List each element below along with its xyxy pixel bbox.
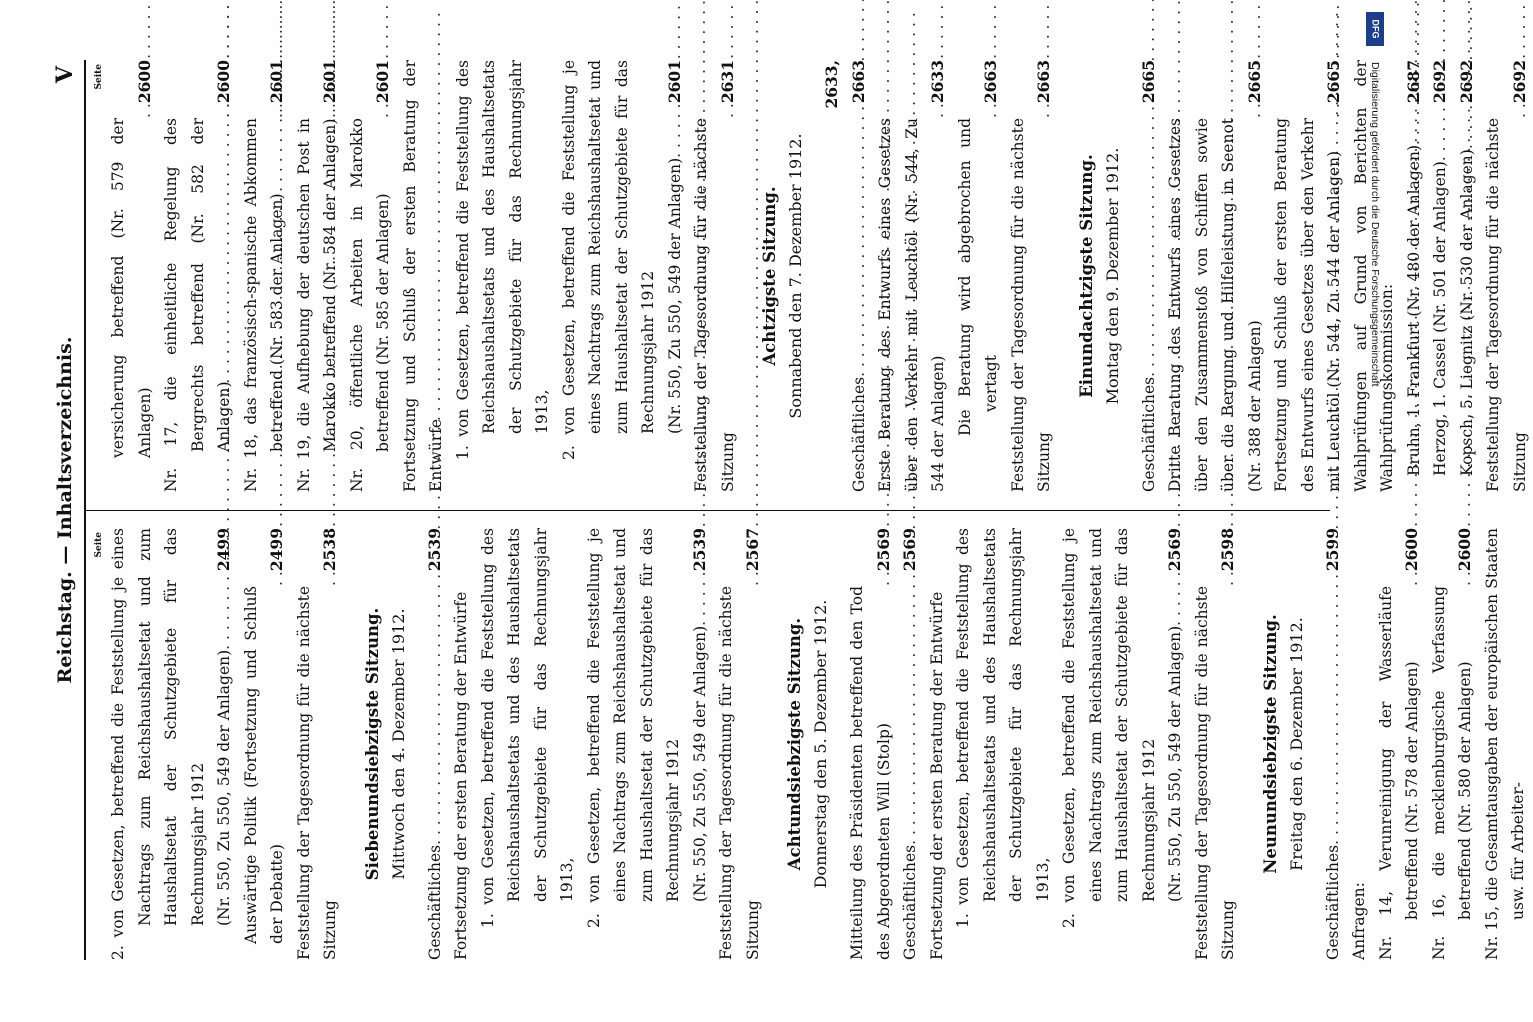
page-number: 2600 <box>211 60 238 110</box>
toc-entry <box>581 528 687 960</box>
session-date: Montag den 9. Dezember 1912. <box>1100 60 1126 492</box>
toc-entry <box>1480 60 1533 492</box>
entry-text: Fortsetzung und Schluß der ersten Beratung des Entwurfs eines Gesetzes über den Verkehr mit Leuchtöl (Nr. 544, Zu 544 der Anlagen) <box>1268 118 1348 492</box>
page-number: 2633, 2663 <box>819 60 872 110</box>
page-number: 2692 <box>1427 60 1454 110</box>
toc-entry <box>952 60 1005 492</box>
page-number: 2499 <box>211 528 238 578</box>
toc-entry <box>688 60 741 492</box>
dot-leader <box>871 578 898 586</box>
page-number: 2687 <box>1401 60 1428 110</box>
entry-text: 2. von Gesetzen, betreffend die Feststellung je eines Nachtrags zum Reichshaushaltsetat und zum Haushaltsetat der Schutzgebiete für das Rechnungsjahr 1912 <box>105 528 211 960</box>
dot-leader <box>1242 110 1269 118</box>
toc-entry <box>238 60 291 492</box>
toc-entry <box>344 60 397 492</box>
toc-entry <box>924 528 951 960</box>
dot-leader <box>1136 110 1163 377</box>
dot-leader <box>715 110 742 118</box>
toc-entry <box>1454 60 1481 492</box>
digitization-note <box>1366 14 1384 994</box>
toc-entry <box>950 528 1056 960</box>
entry-text: Nr. 19, die Aufhebung der deutschen Post in Marokko betreffend (Nr. 584 der Anlagen) <box>291 118 344 492</box>
session-date: Donnerstag den 5. Dezember 1912. <box>808 528 834 960</box>
page-number: 2539 <box>687 528 714 578</box>
session-date: Sonnabend den 7. Dezember 1912. <box>783 60 809 492</box>
dot-leader <box>925 110 952 118</box>
page-number: 2663 <box>1031 60 1058 110</box>
right-column <box>94 60 1330 492</box>
toc-entry <box>556 60 662 492</box>
dot-leader <box>370 110 397 118</box>
entry-block <box>422 528 767 960</box>
dot-leader <box>1162 578 1189 626</box>
toc-entry <box>158 60 238 492</box>
page-number: 2600 <box>132 60 159 110</box>
page-number: 2692 <box>1507 60 1533 110</box>
entry-text: 2. von Gesetzen, betreffend die Feststellung je eines Nachtrags zum Reichshaushaltsetat und zum Haushaltsetat der Schutzgebiete für das Rechnungsjahr 1912 <box>581 528 687 960</box>
session-date: Mittwoch den 4. Dezember 1912. <box>386 528 412 960</box>
entry-text: Nr. 18, das französisch-spanische Abkommen betreffend (Nr. 583 der Anlagen) <box>238 118 291 492</box>
dot-leader <box>1454 110 1481 149</box>
dot-leader <box>317 110 344 118</box>
dot-leader <box>897 578 924 845</box>
dot-leader <box>264 578 291 586</box>
dot-leader <box>1215 578 1242 586</box>
toc-entry <box>1320 528 1347 960</box>
page-number: 2569 <box>1162 528 1189 578</box>
entry-text: Feststellung der Tagesordnung für die nächste Sitzung <box>291 586 344 960</box>
page-number: 2692 <box>1454 60 1481 110</box>
entry-text: Herzog, 1. Cassel (Nr. 501 der Anlagen) <box>1427 161 1454 492</box>
page-number: 2538 <box>317 528 344 578</box>
entry-text: Die Beratung wird abgebrochen und vertagt <box>952 118 1005 492</box>
running-title: Reichstag. — Inhaltsverzeichnis. <box>54 60 76 960</box>
page-number: 2665 <box>1242 60 1269 110</box>
toc-entry <box>897 528 924 960</box>
entry-text: Mitteilung des Präsidenten betreffend den Tod des Abgeordneten Will (Stolp) <box>844 586 897 960</box>
toc-entry <box>397 60 450 492</box>
toc-entry <box>1056 528 1162 960</box>
toc-entry <box>448 528 475 960</box>
toc-entry <box>422 528 449 960</box>
entry-block <box>1136 60 1533 492</box>
page-number: 2499 <box>264 528 291 578</box>
toc-entry <box>1268 60 1348 492</box>
toc-entry <box>105 60 158 492</box>
page-number: 2631 <box>715 60 742 110</box>
session-heading: Achtundsiebzigste Sitzung. <box>782 528 808 960</box>
dot-leader <box>1401 110 1428 145</box>
toc-entry <box>1162 60 1268 492</box>
toc-entry <box>662 60 689 492</box>
entry-text: (Nr. 550, Zu 550, 549 der Anlagen) <box>1162 626 1189 960</box>
toc-entry <box>1401 60 1428 492</box>
entry-text: 2. von Gesetzen, betreffend die Feststellung je eines Nachtrags zum Reichshaushaltsetat und zum Haushaltsetat der Schutzgebiete für das Rechnungsjahr 1912 <box>1056 528 1162 960</box>
toc-entry <box>687 528 714 960</box>
entry-text: Feststellung der Tagesordnung für die nächste Sitzung <box>1189 586 1242 960</box>
toc-entry <box>291 528 344 960</box>
entry-text: 1. von Gesetzen, betreffend die Feststellung des Reichshaushaltsetats und des Haushaltsetats der Schutzgebiete für das Rechnungsjahr 1913, <box>475 528 581 960</box>
dot-leader <box>1427 110 1454 161</box>
entry-text: Kopsch, 5. Liegnitz (Nr. 530 der Anlagen) <box>1454 149 1481 492</box>
entry-text: Geschäftliches <box>422 845 449 960</box>
dot-leader <box>687 578 714 626</box>
entry-text: Feststellung der Tagesordnung für die nächste Sitzung <box>1005 118 1058 492</box>
entry-text: Nr. 14, Verunreinigung der Wasserläufe betreffend (Nr. 578 der Anlagen) <box>1373 586 1426 960</box>
toc-entry <box>1427 60 1454 492</box>
page-number: 2598 <box>1215 528 1242 578</box>
entry-text: Wahlprüfungen auf Grund von Berichten der Wahlprüfungskommission: <box>1348 60 1401 492</box>
toc-entry <box>211 528 238 960</box>
toc-entry <box>105 528 211 960</box>
entry-text: Feststellung der Tagesordnung für die nächste Sitzung <box>688 118 741 492</box>
entry-text: Dritte Beratung des Entwurfs eines Gesetzes über den Zusammenstoß von Schiffen sowie über die Bergung und Hilfeleistung in Seenot (Nr. 388 der Anlagen) <box>1162 118 1268 492</box>
entry-text: Nr. 20, öffentliche Arbeiten in Marokko betreffend (Nr. 585 der Anlagen) <box>344 118 397 492</box>
dot-leader <box>1321 110 1348 118</box>
toc-entry <box>819 60 872 492</box>
toc-entry <box>844 528 897 960</box>
toc-entry <box>872 60 952 492</box>
rotated-page <box>50 60 1330 960</box>
entry-text: Feststellung der Tagesordnung für die nächste Sitzung <box>713 586 766 960</box>
entry-text: Fortsetzung und Schluß der ersten Beratung der Entwürfe <box>397 60 450 492</box>
dot-leader <box>1452 578 1479 586</box>
toc-entry <box>450 60 556 492</box>
page-number: 2569 <box>871 528 898 578</box>
entry-text: Erste Beratung des Entwurfs eines Gesetzes über den Verkehr mit Leuchtöl (Nr. 544, Zu 544 der Anlagen) <box>872 118 952 492</box>
entry-text: Nr. 15, die Gesamtausgaben der europäischen Staaten usw. für Arbeiter- <box>1479 528 1532 960</box>
session-heading: Siebenundsiebzigste Sitzung. <box>360 528 386 960</box>
toc-entry <box>475 528 581 960</box>
page-number: 2665 <box>1321 60 1348 110</box>
dot-leader <box>978 110 1005 118</box>
dot-leader <box>132 110 159 118</box>
toc-entry <box>291 60 344 492</box>
session-heading: Einundachtzigste Sitzung. <box>1074 60 1100 492</box>
page-number: 2601 <box>370 60 397 110</box>
dot-leader <box>422 578 449 845</box>
entry-text: 1. von Gesetzen, betreffend die Feststellung des Reichshaushaltsetats und des Haushaltsetats der Schutzgebiete für das Rechnungsjahr 1913, <box>450 60 556 492</box>
dot-leader <box>264 110 291 118</box>
toc-entry <box>1479 528 1532 960</box>
toc-entry <box>1189 528 1242 960</box>
page-header <box>50 60 86 960</box>
entry-text: Bruhn, 1. Frankfurt (Nr. 480 der Anlagen) <box>1401 145 1428 492</box>
dot-leader <box>1320 578 1347 845</box>
entry-text: Geschäftliches <box>846 377 873 492</box>
page-number: 2601 <box>264 60 291 110</box>
page-number: 2633 <box>925 60 952 110</box>
dot-leader <box>846 110 873 377</box>
session-date: Freitag den 6. Dezember 1912. <box>1284 528 1310 960</box>
entry-text: Geschäftliches <box>1136 377 1163 492</box>
toc-entry <box>1426 528 1479 960</box>
page-number: 2600 <box>1452 528 1479 578</box>
entry-text: Fortsetzung der ersten Beratung der Entwürfe <box>924 528 951 960</box>
seite-label: Seite <box>94 60 105 492</box>
toc-entry <box>713 528 766 960</box>
session-heading: Achtzigste Sitzung. <box>757 60 783 492</box>
toc-entry <box>1136 60 1163 492</box>
session-heading: Neunundsiebzigste Sitzung. <box>1258 528 1284 960</box>
page-number: 2663 <box>978 60 1005 110</box>
entry-text: Geschäftliches <box>897 845 924 960</box>
entry-block <box>819 60 1058 492</box>
entry-block <box>105 60 741 492</box>
page-number: 2599 <box>1320 528 1347 578</box>
entry-text: (Nr. 550, Zu 550, 549 der Anlagen) <box>662 158 689 492</box>
page-number: 2567 <box>740 528 767 578</box>
toc-entry <box>238 528 291 960</box>
dot-leader <box>1031 110 1058 118</box>
dfg-logo: DFG <box>1366 12 1384 46</box>
entry-text: 1. von Gesetzen, betreffend die Feststellung des Reichshaushaltsetats und des Haushaltsetats der Schutzgebiete für das Rechnungsjahr 1913, <box>950 528 1056 960</box>
toc-entry <box>1005 60 1058 492</box>
entry-block <box>1320 528 1532 960</box>
roman-page-number: V <box>52 66 78 83</box>
dot-leader <box>211 110 238 118</box>
left-column <box>94 528 1330 960</box>
digitization-note-text: Digitalisierung gefördert durch die Deutsche Forschungsgemeinschaft <box>1366 62 1384 1022</box>
dot-leader <box>662 110 689 158</box>
page-number: 2601 <box>317 60 344 110</box>
page-number: 2665 <box>1136 60 1163 110</box>
entry-text: versicherung betreffend (Nr. 579 der Anlagen) <box>105 118 158 492</box>
entry-text: Nr. 17, die einheitliche Regelung des Bergrechts betreffend (Nr. 582 der Anlagen) <box>158 118 238 492</box>
entry-text: (Nr. 550, Zu 550, 549 der Anlagen) <box>687 626 714 960</box>
page-number: 2569 <box>897 528 924 578</box>
dot-leader <box>1399 578 1426 586</box>
entry-text: Feststellung der Tagesordnung für die nächste Sitzung <box>1480 118 1533 492</box>
toc-entry <box>1162 528 1189 960</box>
entry-text: (Nr. 550, Zu 550, 549 der Anlagen) <box>211 650 238 960</box>
dot-leader <box>1507 110 1533 118</box>
entry-text: Nr. 16, die mecklenburgische Verfassung betreffend (Nr. 580 der Anlagen) <box>1426 586 1479 960</box>
seite-label: Seite <box>94 528 105 960</box>
entry-text: 2. von Gesetzen, betreffend die Feststellung je eines Nachtrags zum Reichshaushaltsetat und zum Haushaltsetat der Schutzgebiete für das Rechnungsjahr 1912 <box>556 60 662 492</box>
entry-text: Auswärtige Politik (Fortsetzung und Schluß der Debatte) <box>238 586 291 960</box>
page-number: 2601 <box>662 60 689 110</box>
entry-text: Anfragen: <box>1346 528 1373 960</box>
page-number: 2600 <box>1399 528 1426 578</box>
dot-leader <box>317 578 344 586</box>
dot-leader <box>211 578 238 650</box>
dot-leader <box>740 578 767 586</box>
entry-text: Geschäftliches <box>1320 845 1347 960</box>
entry-block <box>844 528 1242 960</box>
entry-text: Fortsetzung der ersten Beratung der Entwürfe <box>448 528 475 960</box>
page-number: 2539 <box>422 528 449 578</box>
entry-block <box>105 528 344 960</box>
